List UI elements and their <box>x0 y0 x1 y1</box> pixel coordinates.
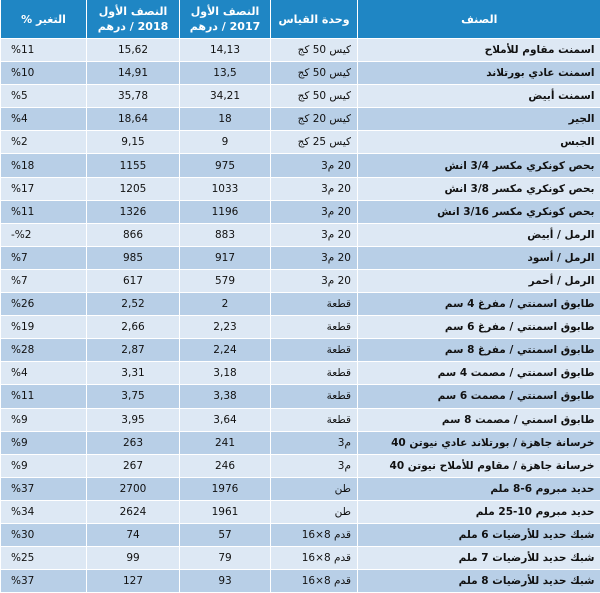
table-row <box>1 62 600 85</box>
table-row <box>1 408 600 431</box>
cell-unit: كيس 25 كج <box>271 131 358 154</box>
cell-h2018: 3,95 <box>87 408 180 431</box>
cell-h2017: 13,5 <box>180 62 271 85</box>
cell-h2018: 263 <box>87 431 180 454</box>
header-change: التغير % <box>1 0 87 39</box>
cell-h2018: 866 <box>87 223 180 246</box>
cell-item: اسمنت عادي بورتلاند <box>358 62 600 85</box>
cell-h2017: 93 <box>180 570 271 593</box>
cell-unit: كيس 50 كج <box>271 85 358 108</box>
table-row <box>1 108 600 131</box>
cell-unit: 20 م3 <box>271 223 358 246</box>
table-row <box>1 362 600 385</box>
cell-change: %11 <box>1 385 87 408</box>
cell-unit: قطعة <box>271 293 358 316</box>
cell-h2017: 2 <box>180 293 271 316</box>
cell-change: %9 <box>1 408 87 431</box>
cell-h2018: 2,52 <box>87 293 180 316</box>
cell-h2017: 3,18 <box>180 362 271 385</box>
cell-unit: 20 م3 <box>271 246 358 269</box>
cell-h2018: 9,15 <box>87 131 180 154</box>
cell-h2017: 975 <box>180 154 271 177</box>
cell-unit: 20 م3 <box>271 269 358 292</box>
table-row <box>1 154 600 177</box>
cell-h2018: 2,87 <box>87 339 180 362</box>
cell-item: شبك حديد للأرضيات 7 ملم <box>358 547 600 570</box>
cell-change: %2 <box>1 131 87 154</box>
cell-h2017: 917 <box>180 246 271 269</box>
cell-item: اسمنت مقاوم للأملاح <box>358 39 600 62</box>
cell-unit: قطعة <box>271 408 358 431</box>
table-row <box>1 339 600 362</box>
cell-change: %7 <box>1 246 87 269</box>
cell-h2017: 34,21 <box>180 85 271 108</box>
cell-h2018: 2700 <box>87 477 180 500</box>
cell-h2018: 1326 <box>87 200 180 223</box>
header-item: الصنف <box>358 0 600 39</box>
cell-h2017: 3,38 <box>180 385 271 408</box>
cell-h2018: 1155 <box>87 154 180 177</box>
cell-item: بحص كونكري مكسر 3/16 انش <box>358 200 600 223</box>
cell-item: خرسانة جاهزة / بورتلاند عادي نيوتن 40 <box>358 431 600 454</box>
table-row <box>1 454 600 477</box>
cell-unit: 20 م3 <box>271 200 358 223</box>
cell-unit: قدم 8×16 <box>271 523 358 546</box>
cell-change: %30 <box>1 523 87 546</box>
cell-h2017: 2,23 <box>180 316 271 339</box>
cell-h2018: 267 <box>87 454 180 477</box>
table-row <box>1 200 600 223</box>
table-row <box>1 293 600 316</box>
table-row <box>1 131 600 154</box>
cell-unit: كيس 50 كج <box>271 39 358 62</box>
cell-item: حديد مبروم 10-25 ملم <box>358 500 600 523</box>
cell-unit: 20 م3 <box>271 154 358 177</box>
cell-unit: طن <box>271 477 358 500</box>
cell-h2017: 2,24 <box>180 339 271 362</box>
cell-unit: م3 <box>271 431 358 454</box>
cell-h2017: 9 <box>180 131 271 154</box>
cell-change: %37 <box>1 477 87 500</box>
cell-change: %9 <box>1 431 87 454</box>
cell-h2018: 74 <box>87 523 180 546</box>
cell-unit: قدم 8×16 <box>271 570 358 593</box>
cell-change: %26 <box>1 293 87 316</box>
cell-item: طابوق اسمنتي / مصمت 6 سم <box>358 385 600 408</box>
header-h2017: النصف الأول 2017 / درهم <box>180 0 271 39</box>
cell-unit: قدم 8×16 <box>271 547 358 570</box>
cell-h2018: 2624 <box>87 500 180 523</box>
cell-unit: كيس 50 كج <box>271 62 358 85</box>
cell-item: الرمل / أسود <box>358 246 600 269</box>
cell-change: %9 <box>1 454 87 477</box>
cell-unit: قطعة <box>271 385 358 408</box>
cell-h2017: 1976 <box>180 477 271 500</box>
cell-h2017: 883 <box>180 223 271 246</box>
cell-item: اسمنت أبيض <box>358 85 600 108</box>
cell-item: الرمل / أبيض <box>358 223 600 246</box>
cell-item: حديد مبروم 6-8 ملم <box>358 477 600 500</box>
table-row <box>1 316 600 339</box>
cell-change: %34 <box>1 500 87 523</box>
cell-change: %18 <box>1 154 87 177</box>
cell-item: الرمل / أحمر <box>358 269 600 292</box>
cell-item: خرسانة جاهزة / مقاوم للأملاح نيوتن 40 <box>358 454 600 477</box>
cell-h2018: 35,78 <box>87 85 180 108</box>
cell-unit: قطعة <box>271 316 358 339</box>
table-row <box>1 523 600 546</box>
cell-item: شبك حديد للأرضيات 8 ملم <box>358 570 600 593</box>
cell-h2018: 99 <box>87 547 180 570</box>
cell-h2017: 1196 <box>180 200 271 223</box>
header-unit: وحدة القياس <box>271 0 358 39</box>
cell-change: %37 <box>1 570 87 593</box>
cell-h2018: 127 <box>87 570 180 593</box>
cell-change: %17 <box>1 177 87 200</box>
cell-change: %25 <box>1 547 87 570</box>
table-row <box>1 570 600 593</box>
cell-unit: قطعة <box>271 339 358 362</box>
cell-change: %11 <box>1 39 87 62</box>
cell-h2017: 57 <box>180 523 271 546</box>
table-row <box>1 223 600 246</box>
cell-change: %10 <box>1 62 87 85</box>
table-row <box>1 177 600 200</box>
cell-h2018: 985 <box>87 246 180 269</box>
cell-h2018: 18,64 <box>87 108 180 131</box>
cell-h2018: 1205 <box>87 177 180 200</box>
cell-item: شبك حديد للأرضيات 6 ملم <box>358 523 600 546</box>
cell-unit: طن <box>271 500 358 523</box>
cell-item: الجبس <box>358 131 600 154</box>
cell-h2018: 3,31 <box>87 362 180 385</box>
cell-item: بحص كونكري مكسر 3/8 انش <box>358 177 600 200</box>
cell-change: %28 <box>1 339 87 362</box>
cell-change: %19 <box>1 316 87 339</box>
table-row <box>1 547 600 570</box>
table-row <box>1 477 600 500</box>
cell-change: %4 <box>1 362 87 385</box>
cell-h2018: 617 <box>87 269 180 292</box>
cell-h2018: 2,66 <box>87 316 180 339</box>
cell-item: الجير <box>358 108 600 131</box>
cell-item: طابوق اسمنتي / مفرغ 4 سم <box>358 293 600 316</box>
cell-unit: 20 م3 <box>271 177 358 200</box>
table-row <box>1 385 600 408</box>
table-row <box>1 246 600 269</box>
cell-h2017: 1033 <box>180 177 271 200</box>
cell-h2018: 14,91 <box>87 62 180 85</box>
cell-unit: م3 <box>271 454 358 477</box>
cell-item: بحص كونكري مكسر 3/4 انش <box>358 154 600 177</box>
cell-h2017: 79 <box>180 547 271 570</box>
cell-change: %4 <box>1 108 87 131</box>
cell-change: %5 <box>1 85 87 108</box>
cell-unit: قطعة <box>271 362 358 385</box>
cell-h2018: 3,75 <box>87 385 180 408</box>
cell-item: طابوق اسمنتي / مفرغ 8 سم <box>358 339 600 362</box>
header-h2018: النصف الأول 2018 / درهم <box>87 0 180 39</box>
cell-item: طابوق اسمنتي / مصمت 4 سم <box>358 362 600 385</box>
cell-h2017: 1961 <box>180 500 271 523</box>
cell-h2017: 241 <box>180 431 271 454</box>
table-row <box>1 500 600 523</box>
cell-h2017: 14,13 <box>180 39 271 62</box>
table-row <box>1 39 600 62</box>
cell-h2017: 246 <box>180 454 271 477</box>
cell-item: طابوق اسمنتي / مفرغ 6 سم <box>358 316 600 339</box>
table-row <box>1 431 600 454</box>
cell-h2018: 15,62 <box>87 39 180 62</box>
cell-unit: كيس 20 كج <box>271 108 358 131</box>
table-row <box>1 85 600 108</box>
cell-item: طابوق اسمني / مصمت 8 سم <box>358 408 600 431</box>
cell-change: %7 <box>1 269 87 292</box>
header-row <box>1 0 600 39</box>
cell-h2017: 3,64 <box>180 408 271 431</box>
cell-h2017: 579 <box>180 269 271 292</box>
cell-change: %11 <box>1 200 87 223</box>
cell-change: %2- <box>1 223 87 246</box>
table-row <box>1 269 600 292</box>
cell-h2017: 18 <box>180 108 271 131</box>
